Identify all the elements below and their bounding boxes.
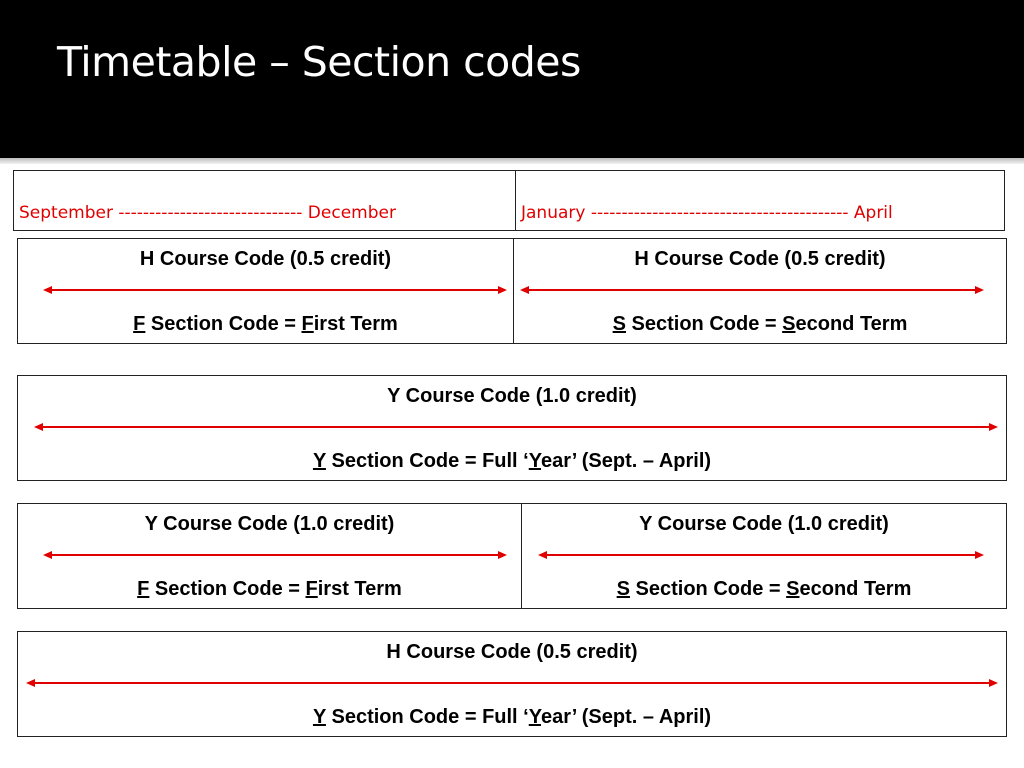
title-divider [0,158,1024,164]
section-letter: F [133,313,146,335]
section-text: Section Code = Full ‘ [325,450,529,472]
section-letter-emphasis: F [301,313,314,335]
slide-title: Timetable – Section codes [57,38,581,86]
section-code-label [18,450,1006,473]
section-text-rest: ear’ (Sept. – April) [540,450,712,472]
section-letter-emphasis: Y [528,706,541,728]
course-code-label: H Course Code (0.5 credit) [386,641,638,663]
section-code-label [18,706,1006,729]
section-text-rest: ear’ (Sept. – April) [540,706,712,728]
course-code-label: Y Course Code (1.0 credit) [387,385,637,407]
section-letter: Y [312,706,326,728]
section-code-label [18,313,513,336]
course-row-h-full [17,631,1007,737]
first-term-cell [18,504,521,608]
section-letter-emphasis: Y [528,450,541,472]
double-headed-arrow-icon [43,283,507,297]
section-text-rest: econd Term [799,578,912,600]
course-code-label: Y Course Code (1.0 credit) [144,513,395,535]
course-code-label: H Course Code (0.5 credit) [139,248,392,270]
section-code-label [18,578,521,601]
section-code-label [522,578,1006,601]
double-headed-arrow-icon [538,548,984,562]
full-year-cell [18,376,1006,480]
fall-term-label: September ------------------------------ December [19,203,396,223]
course-code-label: H Course Code (0.5 credit) [634,248,886,270]
double-headed-arrow-icon [26,676,998,690]
course-row-h-fs [17,238,1007,344]
section-text: Section Code = [629,578,787,600]
term-header-row [13,170,1005,231]
course-row-y-full [17,375,1007,481]
full-year-cell [18,632,1006,736]
title-bar [0,0,1024,158]
section-letter-emphasis: F [305,578,318,600]
course-row-y-fs [17,503,1007,609]
double-headed-arrow-icon [43,548,507,562]
section-letter: S [612,313,626,335]
section-code-label [514,313,1006,336]
section-letter: S [616,578,630,600]
section-letter: Y [312,450,326,472]
section-text: Section Code = [149,578,306,600]
winter-term-cell [515,171,1004,230]
winter-term-label: January ------------------------------------------ April [521,203,893,223]
section-letter-emphasis: S [786,578,800,600]
second-term-cell [521,504,1006,608]
section-text: Section Code = [625,313,783,335]
section-text-rest: irst Term [313,313,398,335]
section-letter: F [137,578,150,600]
course-code-label: Y Course Code (1.0 credit) [639,513,889,535]
first-term-cell [18,239,513,343]
second-term-cell [513,239,1006,343]
double-headed-arrow-icon [34,420,998,434]
section-text-rest: irst Term [317,578,402,600]
double-headed-arrow-icon [520,283,984,297]
section-text-rest: econd Term [795,313,908,335]
fall-term-cell [14,171,515,230]
section-text: Section Code = [145,313,302,335]
section-letter-emphasis: S [782,313,796,335]
section-text: Section Code = Full ‘ [325,706,529,728]
